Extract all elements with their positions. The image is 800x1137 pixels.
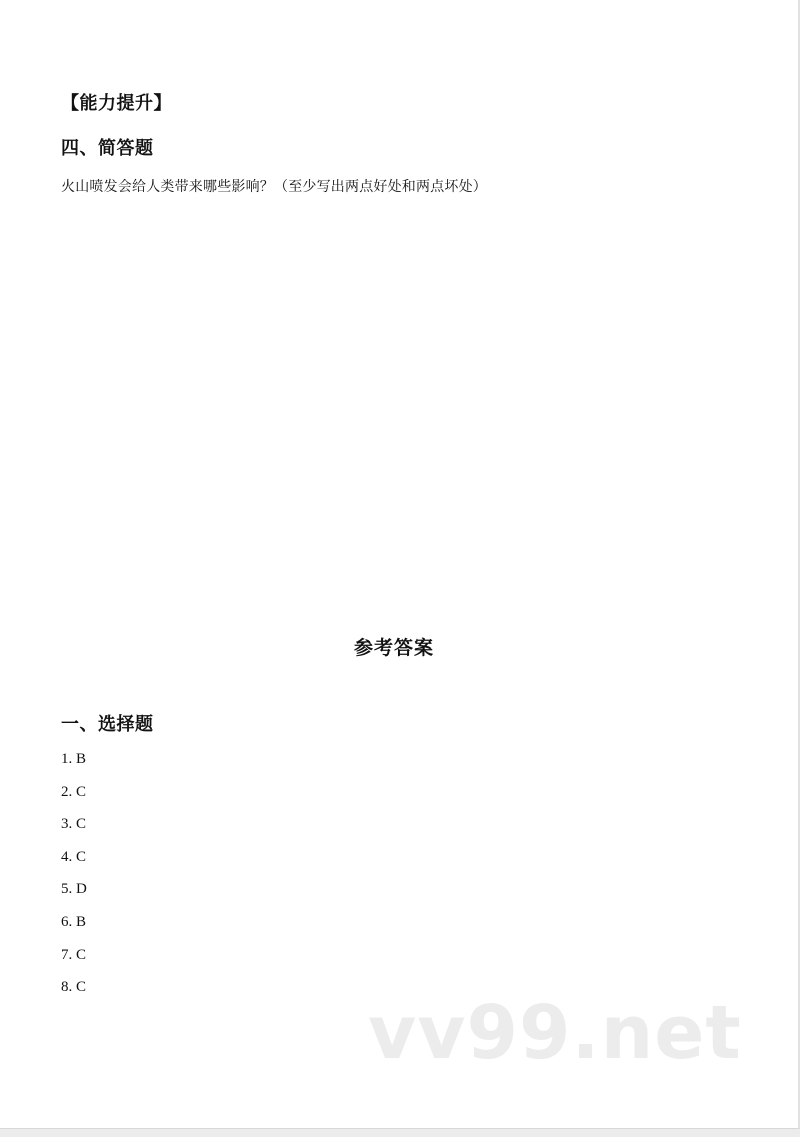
watermark: vv99.net	[368, 990, 742, 1076]
question-text: 火山喷发会给人类带来哪些影响？（至少写出两点好处和两点坏处）	[61, 179, 487, 195]
answer-item: 5. D	[61, 881, 87, 898]
short-answer-heading: 四、简答题	[61, 138, 154, 159]
answer-item: 4. C	[61, 848, 87, 865]
multiple-choice-heading: 一、选择题	[61, 714, 154, 735]
answer-item: 2. C	[61, 783, 87, 800]
section-label: 【能力提升】	[61, 93, 172, 114]
answer-key-title: 参考答案	[353, 637, 434, 659]
answer-item: 6. B	[61, 913, 87, 930]
answer-item: 7. C	[61, 946, 87, 963]
answer-item: 3. C	[61, 816, 87, 833]
answer-list	[61, 750, 87, 1011]
answer-item: 1. B	[61, 751, 87, 767]
answer-item: 8. C	[61, 979, 87, 996]
